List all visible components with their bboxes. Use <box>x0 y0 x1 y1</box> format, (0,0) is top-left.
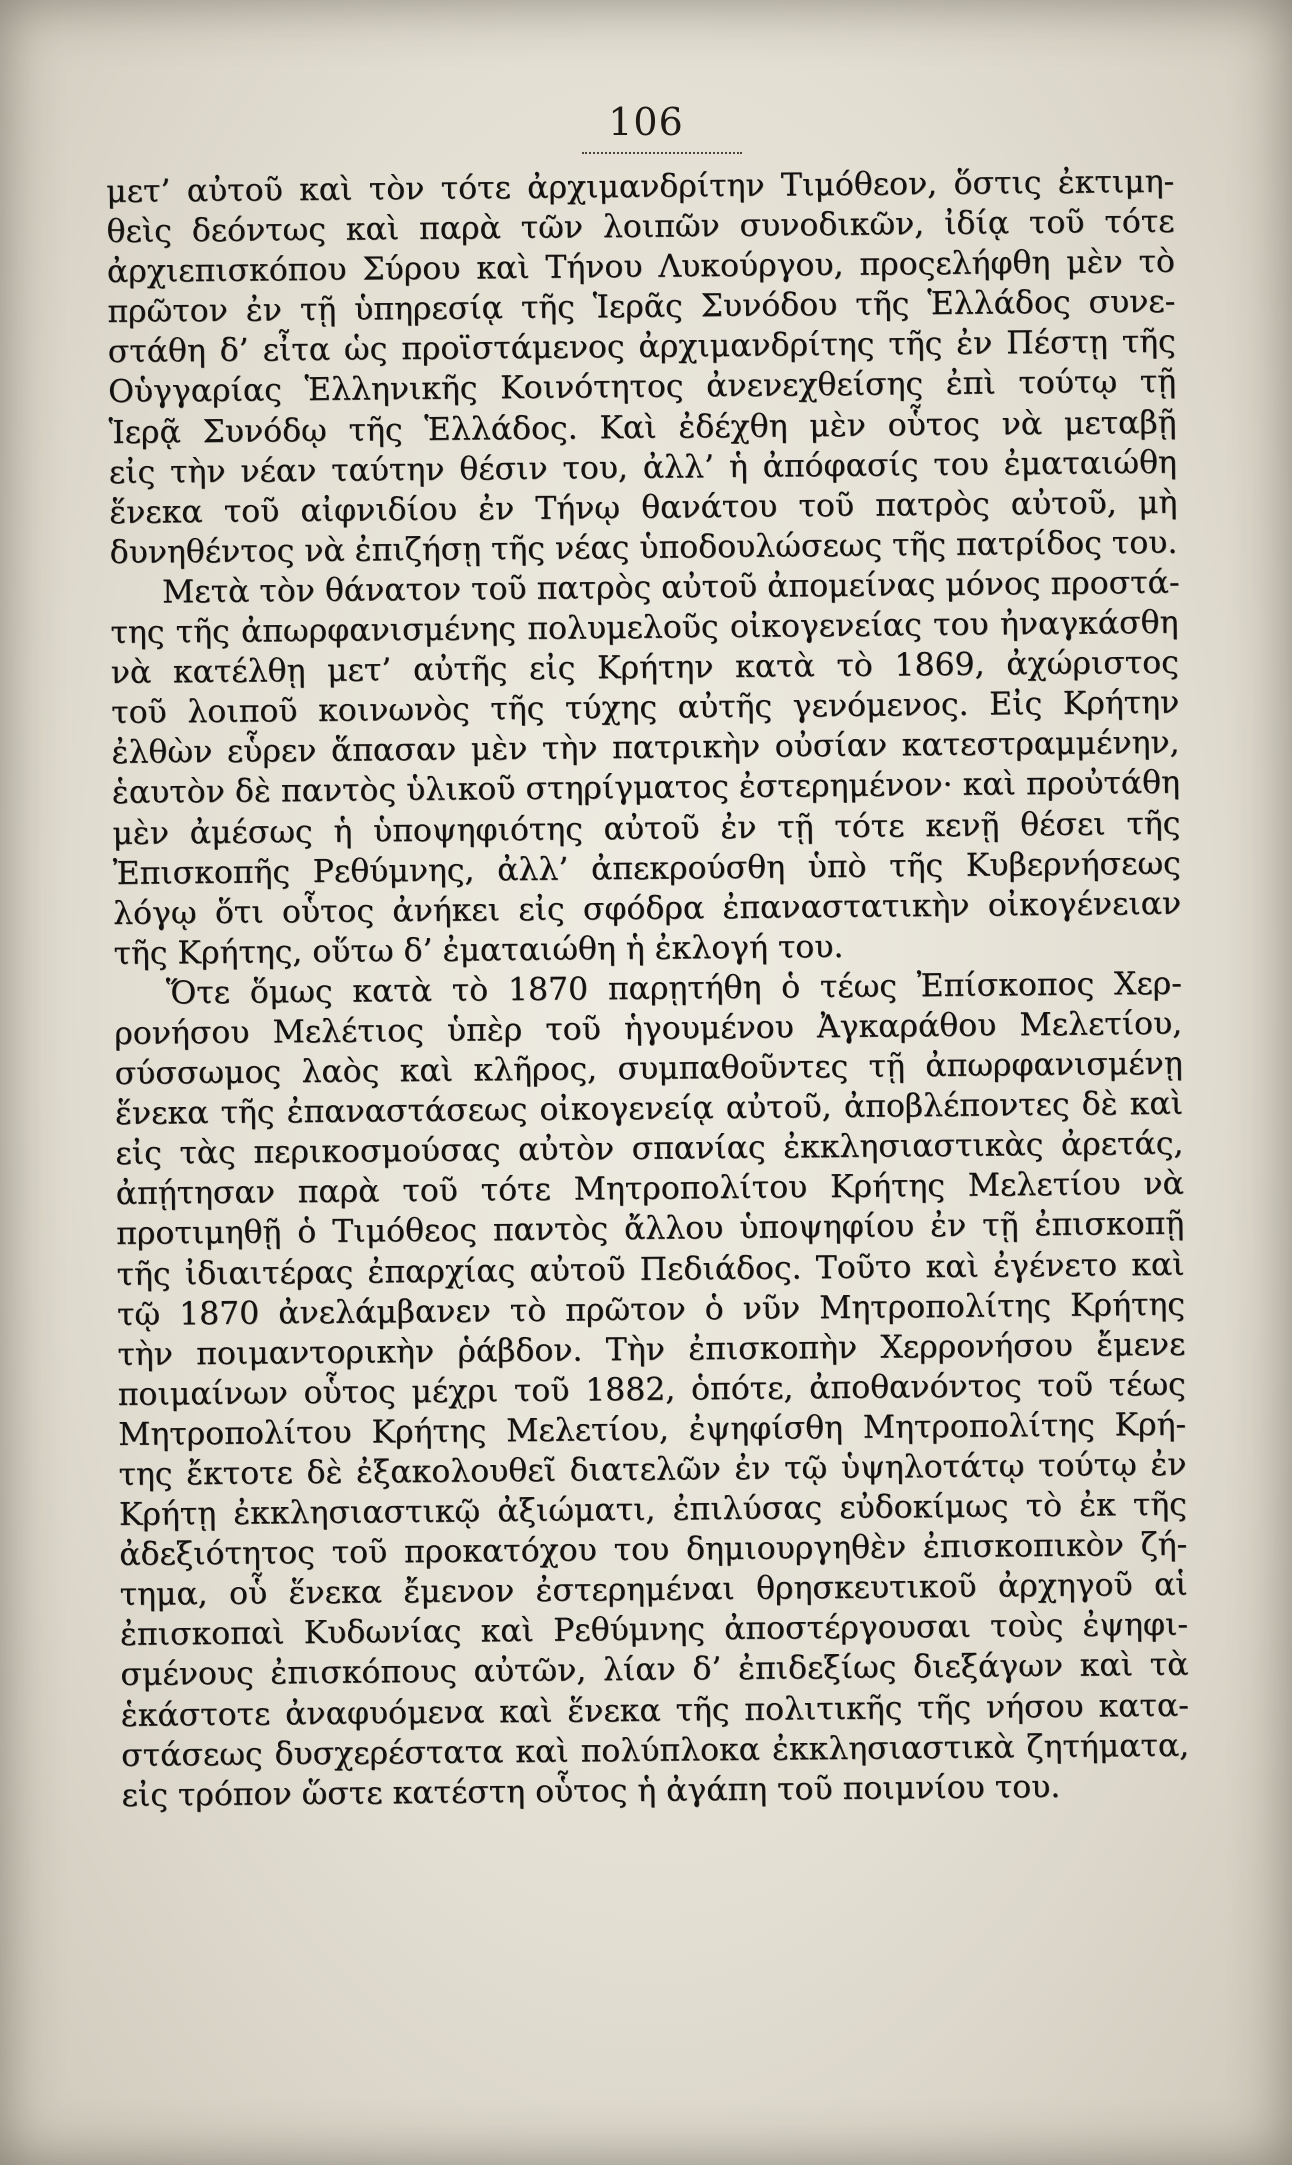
text-line: ἕνεκα τοῦ αἰφνιδίου ἐν Τήνῳ θανάτου τοῦ πατρὸς αὐτοῦ, μὴ <box>109 484 1178 531</box>
text-line: Κρήτῃ ἐκκλησιαστικῷ ἀξιώματι, ἐπιλύσας εὐδοκίμως τὸ ἐκ τῆς <box>118 1486 1188 1534</box>
text-line: σύσσωμος λαὸς καὶ κλῆρος, συμπαθοῦντες τῇ ἀπωρφανισμένῃ <box>114 1045 1183 1093</box>
text-line: εἰς τὴν νέαν ταύτην θέσιν του, ἀλλ’ ἡ ἀπόφασίς του ἐματαιώθη <box>108 444 1178 491</box>
text-line: προτιμηθῇ ὁ Τιμόθεος παντὸς ἄλλου ὑποψηφίου ἐν τῇ ἐπισκοπῇ <box>116 1206 1185 1253</box>
page-number: 106 <box>608 100 684 144</box>
paragraph-first-line: Μετὰ τὸν θάνατον τοῦ πατρὸς αὐτοῦ ἀπομείνας μόνος προστά- <box>161 564 1180 611</box>
text-line: τὴν ποιμαντορικὴν ῥάβδον. Τὴν ἐπισκοπὴν Χερρονήσου ἔμενε <box>117 1326 1186 1373</box>
text-line: σμένους ἐπισκόπους αὐτῶν, λίαν δ’ ἐπιδεξίως διεξάγων καὶ τὰ <box>120 1647 1189 1694</box>
paragraph-last-line: δυνηθέντος νὰ ἐπιζήσῃ τῆς νέας ὑποδουλώσεως τῆς πατρίδος του. <box>109 524 1178 571</box>
text-line: ἐλθὼν εὗρεν ἅπασαν μὲν τὴν πατρικὴν οὐσίαν κατεστραμμένην, <box>111 725 1180 772</box>
paragraph-last-line: τῆς Κρήτης, οὕτω δ’ ἐματαιώθη ἡ ἐκλογή του. <box>113 928 844 972</box>
text-line: νὰ κατέλθῃ μετ’ αὐτῆς εἰς Κρήτην κατὰ τὸ 1869, ἀχώριστος <box>110 644 1179 692</box>
text-line: τημα, οὗ ἕνεκα ἔμενον ἐστερημέναι θρησκευτικοῦ ἀρχηγοῦ αἱ <box>119 1566 1188 1614</box>
text-line: μετ’ αὐτοῦ καὶ τὸν τότε ἀρχιμανδρίτην Τιμόθεον, ὅστις ἐκτιμη- <box>106 163 1175 210</box>
text-line: της τῆς ἀπωρφανισμένης πολυμελοῦς οἰκογενείας του ἠναγκάσθη <box>110 604 1179 652</box>
text-line: ἐπισκοπαὶ Κυδωνίας καὶ Ρεθύμνης ἀποστέργουσαι τοὺς ἐψηφι- <box>119 1607 1189 1654</box>
text-line: ἀπῄτησαν παρὰ τοῦ τότε Μητροπολίτου Κρήτης Μελετίου νὰ <box>115 1166 1184 1213</box>
text-line: θεὶς δεόντως καὶ παρὰ τῶν λοιπῶν συνοδικῶν, ἰδίᾳ τοῦ τότε <box>106 203 1175 251</box>
text-line: ἀδεξιότητος τοῦ προκατόχου του δημιουργηθὲν ἐπισκοπικὸν ζή- <box>119 1526 1188 1574</box>
paragraph-first-line: Ὅτε ὅμως κατὰ τὸ 1870 παρῃτήθη ὁ τέως Ἐπίσκοπος Χερ- <box>165 965 1183 1012</box>
text-line: στάσεως δυσχερέστατα καὶ πολύπλοκα ἐκκλησιαστικὰ ζητήματα, <box>121 1727 1190 1774</box>
text-line: τῆς ἰδιαιτέρας ἐπαρχίας αὐτοῦ Πεδιάδος. Τοῦτο καὶ ἐγένετο καὶ <box>116 1246 1185 1293</box>
text-line: πρῶτον ἐν τῇ ὑπηρεσίᾳ τῆς Ἱερᾶς Συνόδου τῆς Ἑλλάδος συνε- <box>107 284 1176 331</box>
text-line: τοῦ λοιποῦ κοινωνὸς τῆς τύχης αὐτῆς γενόμενος. Εἰς Κρήτην <box>111 684 1180 732</box>
text-line: Οὑγγαρίας Ἑλληνικῆς Κοινότητος ἀνενεχθείσης ἐπὶ τούτῳ τῇ <box>107 364 1177 411</box>
text-line: μὲν ἀμέσως ἡ ὑποψηφιότης αὐτοῦ ἐν τῇ τότε κενῇ θέσει τῆς <box>112 805 1181 852</box>
text-line: Ἱερᾷ Συνόδῳ τῆς Ἑλλάδος. Καὶ ἐδέχθη μὲν οὗτος νὰ μεταβῇ <box>108 404 1177 451</box>
page-number-rule <box>582 152 742 154</box>
text-line: στάθη δ’ εἶτα ὡς προϊστάμενος ἀρχιμανδρίτης τῆς ἐν Πέστῃ τῆς <box>107 324 1176 371</box>
paragraph-last-line: εἰς τρόπον ὥστε κατέστη οὗτος ἡ ἀγάπη τοῦ ποιμνίου του. <box>121 1768 1061 1814</box>
text-line: τῷ 1870 ἀνελάμβανεν τὸ πρῶτον ὁ νῦν Μητροπολίτης Κρήτης <box>116 1286 1186 1333</box>
text-line: Μητροπολίτου Κρήτης Μελετίου, ἐψηφίσθη Μητροπολίτης Κρή- <box>117 1406 1187 1453</box>
text-line: εἰς τὰς περικοσμούσας αὐτὸν σπανίας ἐκκλησιαστικὰς ἀρετάς, <box>115 1125 1184 1173</box>
text-line: ἕνεκα τῆς ἐπαναστάσεως οἰκογενείᾳ αὐτοῦ, ἀποβλέποντες δὲ καὶ <box>114 1085 1184 1133</box>
text-line: Ἐπισκοπῆς Ρεθύμνης, ἀλλ’ ἀπεκρούσθη ὑπὸ τῆς Κυβερνήσεως <box>112 845 1181 892</box>
text-line: λόγῳ ὅτι οὗτος ἀνήκει εἰς σφόδρα ἐπαναστατικὴν οἰκογένειαν <box>112 885 1182 932</box>
text-line: ἑαυτὸν δὲ παντὸς ὑλικοῦ στηρίγματος ἐστερημένον· καὶ προὐτάθη <box>111 765 1181 812</box>
text-line: της ἔκτοτε δὲ ἐξακολουθεῖ διατελῶν ἐν τῷ ὑψηλοτάτῳ τούτῳ ἐν <box>118 1446 1187 1493</box>
body-text <box>106 162 1190 1816</box>
text-line: ποιμαίνων οὗτος μέχρι τοῦ 1882, ὁπότε, ἀποθανόντος τοῦ τέως <box>117 1366 1186 1413</box>
text-line: ρονήσου Μελέτιος ὑπὲρ τοῦ ἡγουμένου Ἀγκαράθου Μελετίου, <box>114 1005 1183 1052</box>
text-line: ἑκάστοτε ἀναφυόμενα καὶ ἕνεκα τῆς πολιτικῆς τῆς νήσου κατα- <box>120 1687 1189 1734</box>
text-line: ἀρχιεπισκόπου Σύρου καὶ Τήνου Λυκούργου, προςελήφθη μὲν τὸ <box>106 243 1176 291</box>
